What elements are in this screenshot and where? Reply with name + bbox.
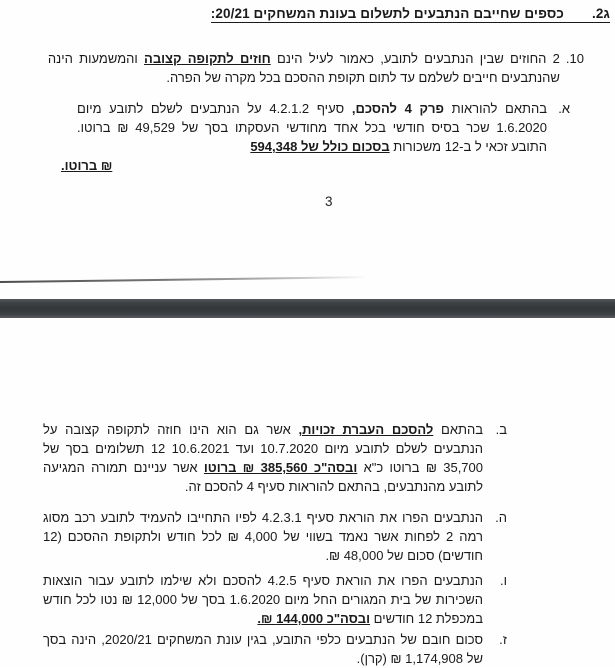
page-separator-band <box>0 299 615 318</box>
item-vav-paragraph: הנתבעים הפרו את הוראת סעיף 4.2.5 להסכם ולא שילמו לתובע עבור הוצאות השכירות של בית המגורים החל מיום 1.6.2020 בסך של 12,000 ₪ נטו לכל חודש במכפלת 12 חודשים ובסה"כ 144,000 ₪. <box>43 573 483 626</box>
item-alef-last-line: ₪ ברוטו. <box>61 158 113 173</box>
item-marker: ה. <box>495 510 507 525</box>
scanned-page-2 <box>0 318 615 667</box>
item-marker: א. <box>558 101 570 116</box>
page-number: 3 <box>325 194 333 209</box>
scan-artifact-line <box>0 276 368 283</box>
list-item-10 <box>32 49 584 87</box>
list-item-vav <box>37 571 507 628</box>
section-title: כספים שחייבם הנתבעים לתשלום בעונת המשחקים 20/21: <box>210 6 564 21</box>
item-alef-paragraph: בהתאם להוראות פרק 4 להסכם, סעיף 4.2.1.2 על הנתבעים לשלם לתובע מיום 1.6.2020 שכר בסיס חודשי בכל אחד מחודשי העסקתו בסך של 49,529 ₪ ברוטו. התובע זכאי ל ב-12 משכורות בסכום כולל של 594,348 <box>77 101 548 154</box>
scanned-page-1 <box>0 0 615 299</box>
section-heading <box>211 6 610 23</box>
item-marker: ו. <box>500 573 507 588</box>
item-he-paragraph: הנתבעים הפרו את הוראת סעיף 4.2.3.1 לפיו התחייבו להעמיד לתובע רכב מסוג רמה 2 לפחות אשר נאמד בשווי של 4,000 ₪ לכל חודש ולתקופת ההסכם (12 חודשים) סכום של 48,000 ₪. <box>43 510 483 563</box>
item-marker: ב. <box>495 422 507 437</box>
item-10-paragraph: 2 החוזים שבין הנתבעים לתובע, כאמור לעיל הינם חוזים לתקופה קצובה והמשמעות הינה שהנתבעים חייבים לשלמם עד לתום תקופת ההסכם בכל מקרה של הפרה. <box>47 51 560 85</box>
list-item-alef <box>61 99 570 175</box>
item-number: 10. <box>565 51 584 66</box>
item-marker: ז. <box>499 632 507 647</box>
item-bet-paragraph: בהתאם להסכם העברת זכויות, אשר גם הוא הינו חוזה לתקופה קצובה על הנתבעים לשלם לתובע מיום 10.7.2020 ועד 10.6.2021 12 תשלומים בסך של 35,700 ₪ ברוטו כ"א ובסה"כ 385,560 ₪ ברוטו אשר עניינם תמורה המגיעה לתובע מהנתבעים, בהתאם להוראות סעיף 4 להסכם זה. <box>43 422 484 494</box>
item-alef-text <box>61 99 548 175</box>
item-zayin-paragraph: סכום חובם של הנתבעים כלפי התובע, בגין עונת המשחקים 2020/21, הינה בסך של 1,174,908 ₪ (קרן). <box>43 632 483 666</box>
list-item-zayin <box>37 630 507 668</box>
list-item-bet <box>37 420 507 496</box>
section-number: ג2. <box>591 6 610 21</box>
list-item-he <box>37 508 507 565</box>
